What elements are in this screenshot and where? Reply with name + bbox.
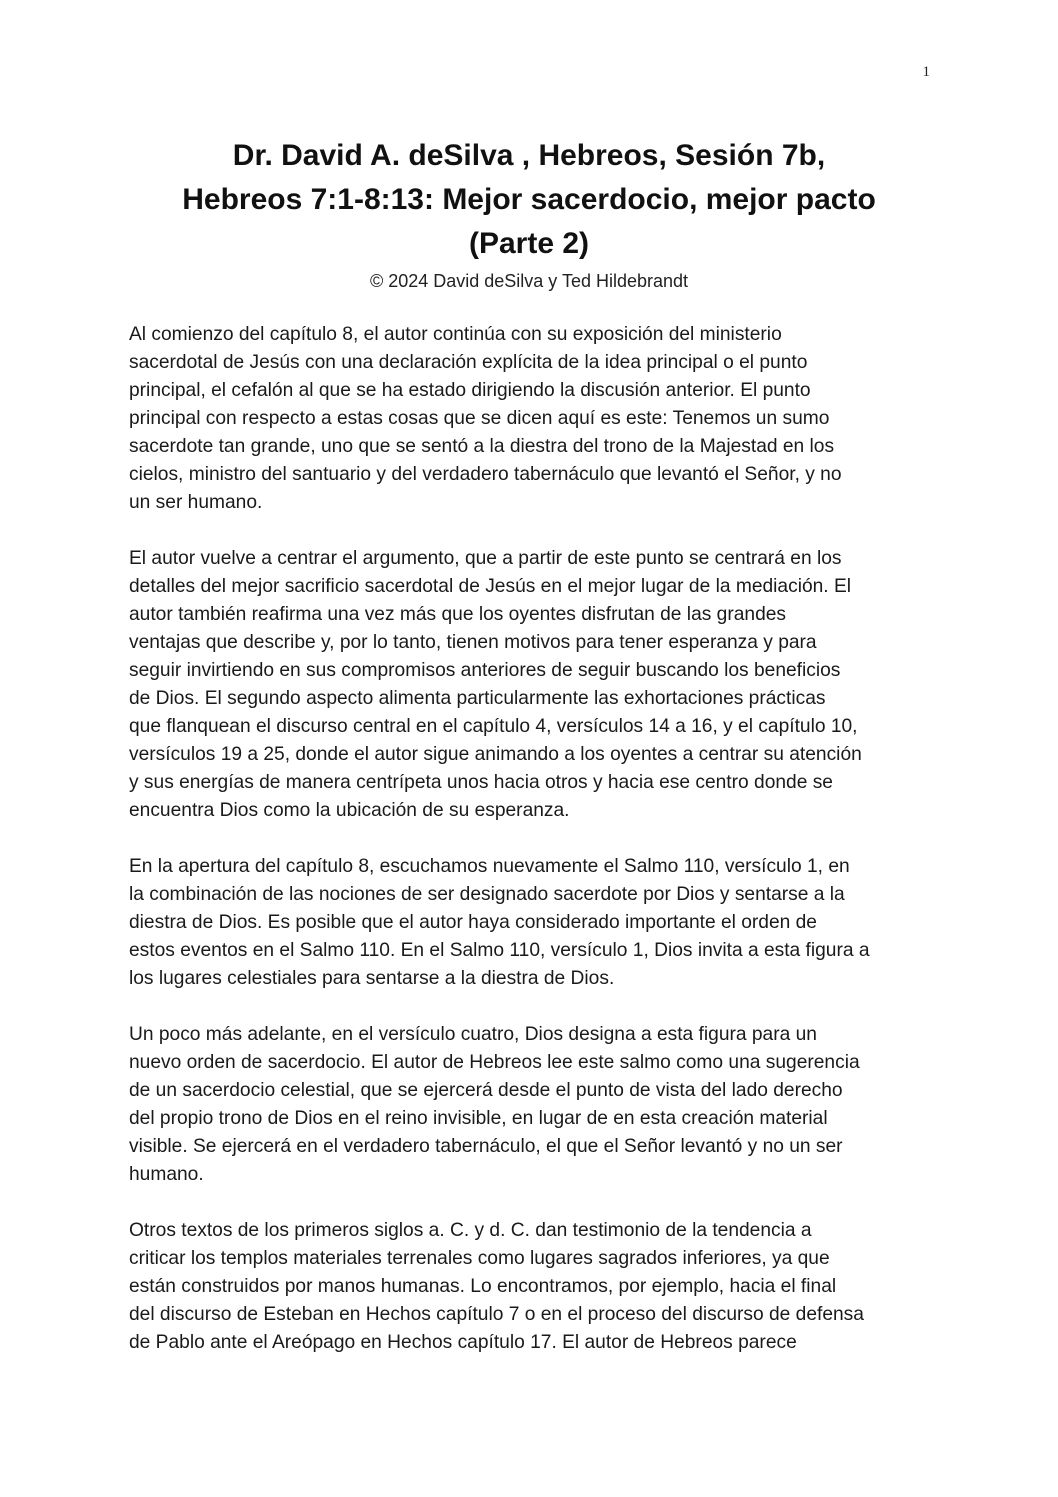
- text-line: del propio trono de Dios en el reino invisible, en lugar de en esta creación material: [129, 1108, 828, 1129]
- text-line: encuentra Dios como la ubicación de su esperanza.: [129, 800, 570, 821]
- text-line: cielos, ministro del santuario y del verdadero tabernáculo que levantó el Señor, y no: [129, 464, 842, 485]
- text-line: sacerdote tan grande, uno que se sentó a la diestra del trono de la Majestad en los: [129, 436, 835, 457]
- text-line: de Pablo ante el Areópago en Hechos capítulo 17. El autor de Hebreos parece: [129, 1332, 797, 1353]
- text-line: estos eventos en el Salmo 110. En el Salmo 110, versículo 1, Dios invita a esta figura a: [129, 940, 870, 961]
- text-line: diestra de Dios. Es posible que el autor haya considerado importante el orden de: [129, 912, 817, 933]
- paragraph-4: [129, 1021, 939, 1189]
- paragraph-1: [129, 321, 939, 517]
- text-line: detalles del mejor sacrificio sacerdotal de Jesús en el mejor lugar de la mediación. El: [129, 576, 852, 597]
- title-line-1: Dr. David A. deSilva , Hebreos, Sesión 7b,: [232, 139, 826, 172]
- text-line: ventajas que describe y, por lo tanto, tienen motivos para tener esperanza y para: [129, 632, 817, 653]
- document-header: [110, 134, 948, 294]
- text-line: de Dios. El segundo aspecto alimenta particularmente las exhortaciones prácticas: [129, 688, 826, 709]
- paragraph-3: [129, 853, 939, 993]
- text-line: criticar los templos materiales terrenales como lugares sagrados inferiores, ya que: [129, 1248, 830, 1269]
- text-line: versículos 19 a 25, donde el autor sigue animando a los oyentes a centrar su atención: [129, 744, 862, 765]
- text-line: principal, el cefalón al que se ha estado dirigiendo la discusión anterior. El punto: [129, 380, 811, 401]
- text-line: Un poco más adelante, en el versículo cuatro, Dios designa a esta figura para un: [129, 1024, 817, 1045]
- text-line: En la apertura del capítulo 8, escuchamos nuevamente el Salmo 110, versículo 1, en: [129, 856, 850, 877]
- text-line: y sus energías de manera centrípeta unos hacia otros y hacia ese centro donde se: [129, 772, 833, 793]
- text-line: la combinación de las nociones de ser designado sacerdote por Dios y sentarse a la: [129, 884, 845, 905]
- text-line: El autor vuelve a centrar el argumento, que a partir de este punto se centrará en los: [129, 548, 842, 569]
- document-body: [129, 321, 939, 1385]
- text-line: autor también reafirma una vez más que los oyentes disfrutan de las grandes: [129, 604, 787, 625]
- text-line: principal con respecto a estas cosas que se dicen aquí es este: Tenemos un sumo: [129, 408, 830, 429]
- copyright-notice: © 2024 David deSilva y Ted Hildebrandt: [369, 271, 689, 291]
- text-line: Otros textos de los primeros siglos a. C. y d. C. dan testimonio de la tendencia a: [129, 1220, 812, 1241]
- paragraph-2: [129, 545, 939, 825]
- text-line: que flanquean el discurso central en el capítulo 4, versículos 14 a 16, y el capítulo 10,: [129, 716, 858, 737]
- title-line-2: Hebreos 7:1-8:13: Mejor sacerdocio, mejor pacto: [182, 183, 876, 216]
- text-line: visible. Se ejercerá en el verdadero tabernáculo, el que el Señor levantó y no un ser: [129, 1136, 843, 1157]
- text-line: sacerdotal de Jesús con una declaración explícita de la idea principal o el punto: [129, 352, 808, 373]
- page-number: 1: [922, 64, 930, 80]
- title-line-3: (Parte 2): [468, 227, 590, 260]
- text-line: nuevo orden de sacerdocio. El autor de Hebreos lee este salmo como una sugerencia: [129, 1052, 860, 1073]
- text-line: están construidos por manos humanas. Lo encontramos, por ejemplo, hacia el final: [129, 1276, 837, 1297]
- text-line: Al comienzo del capítulo 8, el autor continúa con su exposición del ministerio: [129, 324, 782, 345]
- text-line: de un sacerdocio celestial, que se ejercerá desde el punto de vista del lado derecho: [129, 1080, 843, 1101]
- paragraph-5: [129, 1217, 939, 1357]
- text-line: seguir invirtiendo en sus compromisos anteriores de seguir buscando los beneficios: [129, 660, 841, 681]
- text-line: los lugares celestiales para sentarse a la diestra de Dios.: [129, 968, 615, 989]
- text-line: del discurso de Esteban en Hechos capítulo 7 o en el proceso del discurso de defensa: [129, 1304, 864, 1325]
- text-line: un ser humano.: [129, 492, 263, 513]
- text-line: humano.: [129, 1164, 204, 1185]
